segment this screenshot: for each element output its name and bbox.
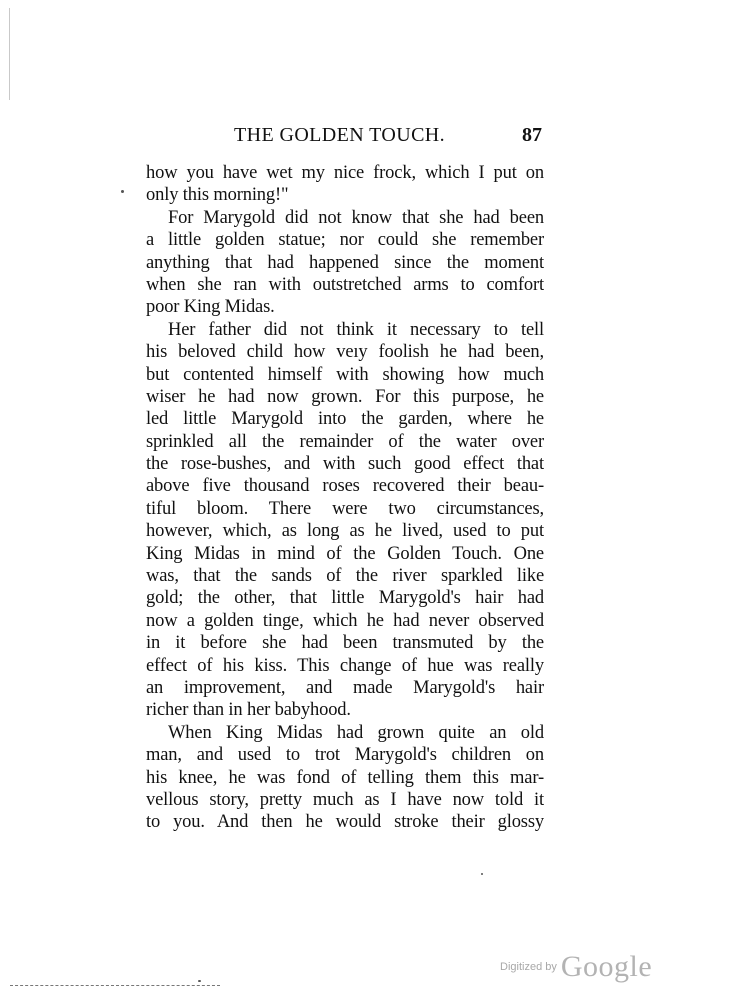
body-text (146, 162, 544, 834)
text-line: above five thousand roses recovered their beau- (146, 476, 544, 497)
text-line: a little golden statue; nor could she remember (146, 230, 544, 251)
scan-bottom-line (10, 985, 220, 986)
text-line: Her father did not think it necessary to tell (168, 319, 544, 340)
text-line: when she ran with outstretched arms to comfort (146, 274, 544, 295)
google-logo: Google (560, 950, 653, 983)
text-line: how you have wet my nice frock, which I put on (146, 163, 544, 183)
text-line: the rose-bushes, and with such good effect that (146, 454, 544, 475)
speck-mark (198, 980, 201, 982)
page-header (146, 121, 544, 149)
text-line: wiser he had now grown. For this purpose, he (146, 386, 544, 407)
text-line: vellous story, pretty much as I have now told it (146, 789, 544, 810)
text-line: was, that the sands of the river sparkled like (146, 566, 544, 587)
text-line: his beloved child how veıy foolish he had been, (146, 342, 544, 363)
text-line: only this morning!" (146, 185, 289, 206)
text-line: however, which, as long as he lived, used to put (146, 521, 544, 542)
running-title: THE GOLDEN TOUCH. (234, 124, 446, 146)
speck-mark (121, 190, 124, 193)
text-line: anything that had happened since the moment (146, 252, 544, 273)
text-line: effect of his kiss. This change of hue was really (146, 655, 544, 676)
text-line: an improvement, and made Marygold's hair (146, 677, 544, 698)
text-line: to you. And then he would stroke their glossy (146, 812, 544, 833)
text-line: but contented himself with showing how much (146, 364, 544, 385)
text-line: man, and used to trot Marygold's children on (146, 745, 544, 766)
text-line: led little Marygold into the garden, where he (146, 409, 544, 430)
speck-mark (481, 873, 483, 875)
text-line: his knee, he was fond of telling them this mar- (146, 767, 544, 788)
text-line: gold; the other, that little Marygold's hair had (146, 588, 544, 609)
text-line: King Midas in mind of the Golden Touch. One (146, 543, 544, 564)
text-line: poor King Midas. (146, 297, 275, 318)
watermark-prefix: Digitized by (500, 961, 557, 973)
text-line: richer than in her babyhood. (146, 700, 351, 721)
text-line: When King Midas had grown quite an old (168, 722, 544, 743)
text-line: in it before she had been transmuted by the (146, 633, 544, 654)
page-number: 87 (522, 124, 542, 146)
text-line: now a golden tinge, which he had never observed (146, 610, 544, 631)
scan-edge-line (9, 8, 10, 100)
text-line: tiful bloom. There were two circumstances, (146, 498, 544, 519)
google-watermark (500, 950, 652, 984)
text-line: For Marygold did not know that she had been (168, 207, 544, 228)
text-line: sprinkled all the remainder of the water over (146, 431, 544, 452)
